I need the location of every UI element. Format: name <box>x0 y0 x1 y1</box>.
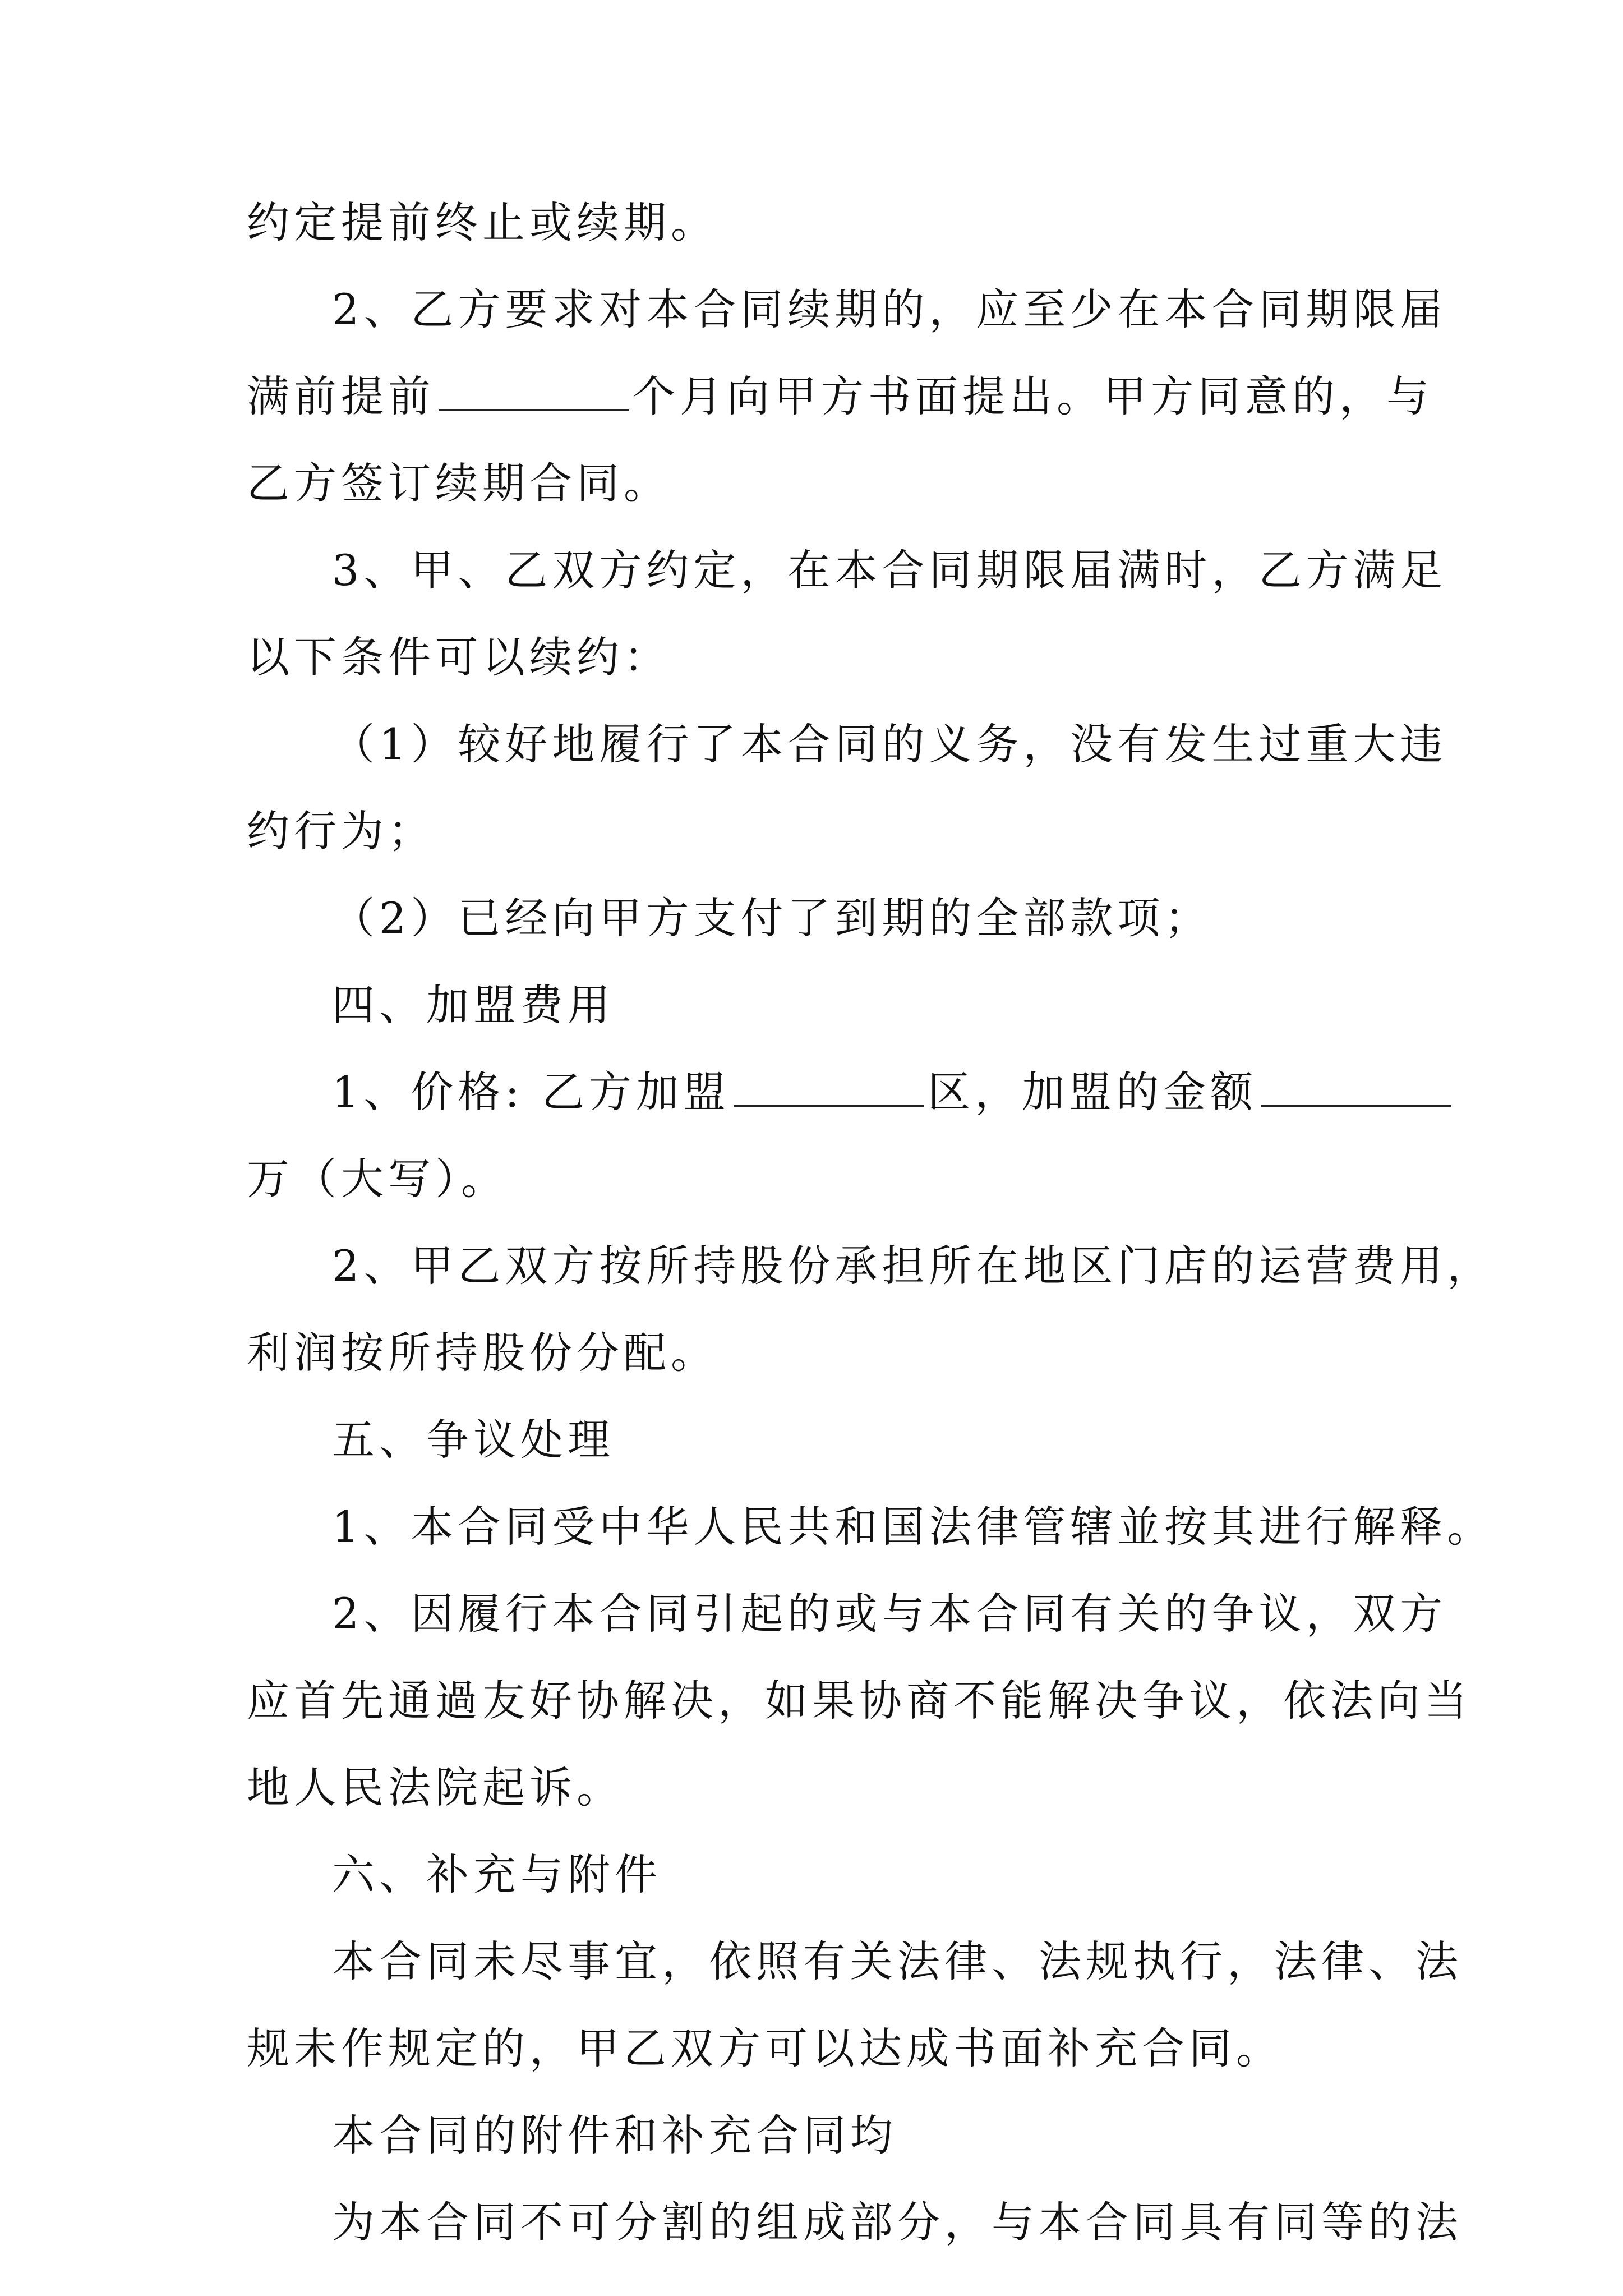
text-line <box>332 716 1447 772</box>
text-span: 利润按所持股份分配。 <box>247 1328 718 1378</box>
text-span: 2、乙方要求对本合同续期的，应至少在本合同期限届 <box>332 284 1447 334</box>
text-line <box>247 2021 1283 2077</box>
text-line <box>247 1673 1472 1729</box>
text-span: 区，加盟的金额 <box>928 1067 1258 1117</box>
fill-in-blank-amount <box>1261 1070 1451 1107</box>
fill-in-blank-region <box>734 1070 924 1107</box>
text-span: 1、本合同受中华人民共和国法律管辖並按其进行解释。 <box>332 1502 1495 1552</box>
text-line <box>332 890 1211 946</box>
text-line <box>247 195 718 251</box>
text-span: 1、价格: 乙方加盟 <box>332 1067 731 1117</box>
fill-in-blank-months <box>439 375 629 411</box>
text-span: （2）已经向甲方支付了到期的全部款项； <box>332 893 1212 943</box>
text-span: 本合同的附件和补充合同均 <box>332 2110 897 2160</box>
text-line <box>247 1760 624 1816</box>
text-line <box>247 1151 508 1207</box>
text-span: 本合同未尽事宜，依照有关法律、法规执行，法律、法 <box>332 1936 1463 1986</box>
text-line <box>332 2108 897 2164</box>
text-line <box>332 2194 1463 2251</box>
text-span: 2、甲乙双方按所持股份承担所在地区门店的运营费用， <box>332 1241 1495 1291</box>
text-line <box>247 369 1433 425</box>
text-span: 3、甲、乙双方约定，在本合同期限届满时，乙方满足 <box>332 545 1447 595</box>
text-span: 为本合同不可分割的组成部分，与本合同具有同等的法 <box>332 2197 1463 2247</box>
text-line <box>332 1238 1494 1294</box>
section-heading <box>332 1412 615 1468</box>
text-span: 约定提前终止或续期。 <box>247 197 718 247</box>
text-span: 乙方签订续期合同。 <box>247 458 671 508</box>
text-line <box>332 282 1447 338</box>
text-span: 五、争议处理 <box>332 1415 615 1465</box>
text-span: 六、补充与附件 <box>332 1849 662 1899</box>
text-span: 四、加盟费用 <box>332 980 615 1030</box>
text-span: 以下条件可以续约： <box>247 632 671 682</box>
text-line <box>332 1064 1455 1120</box>
text-span: 个月向甲方书面提出。甲方同意的，与 <box>633 371 1433 421</box>
text-span: 满前提前 <box>247 371 435 421</box>
text-line <box>247 455 671 512</box>
text-line <box>247 803 435 859</box>
text-line <box>332 542 1447 599</box>
text-span: 万（大写）。 <box>247 1154 508 1204</box>
text-line <box>247 629 671 685</box>
text-line <box>332 1499 1494 1555</box>
text-line <box>332 1586 1447 1642</box>
text-span: （1）较好地履行了本合同的义务，没有发生过重大违 <box>332 719 1447 769</box>
section-heading <box>332 977 615 1033</box>
text-span: 约行为； <box>247 806 435 856</box>
text-span: 地人民法院起诉。 <box>247 1763 624 1812</box>
text-span: 规未作规定的，甲乙双方可以达成书面补充合同。 <box>247 2023 1283 2073</box>
section-heading <box>332 1847 662 1903</box>
text-span: 2、因履行本合同引起的或与本合同有关的争议，双方 <box>332 1589 1447 1639</box>
text-span: 应首先通過友好协解决，如果协商不能解决争议，依法向当 <box>247 1676 1472 1726</box>
text-line <box>247 1325 718 1381</box>
text-line <box>332 1934 1463 1990</box>
